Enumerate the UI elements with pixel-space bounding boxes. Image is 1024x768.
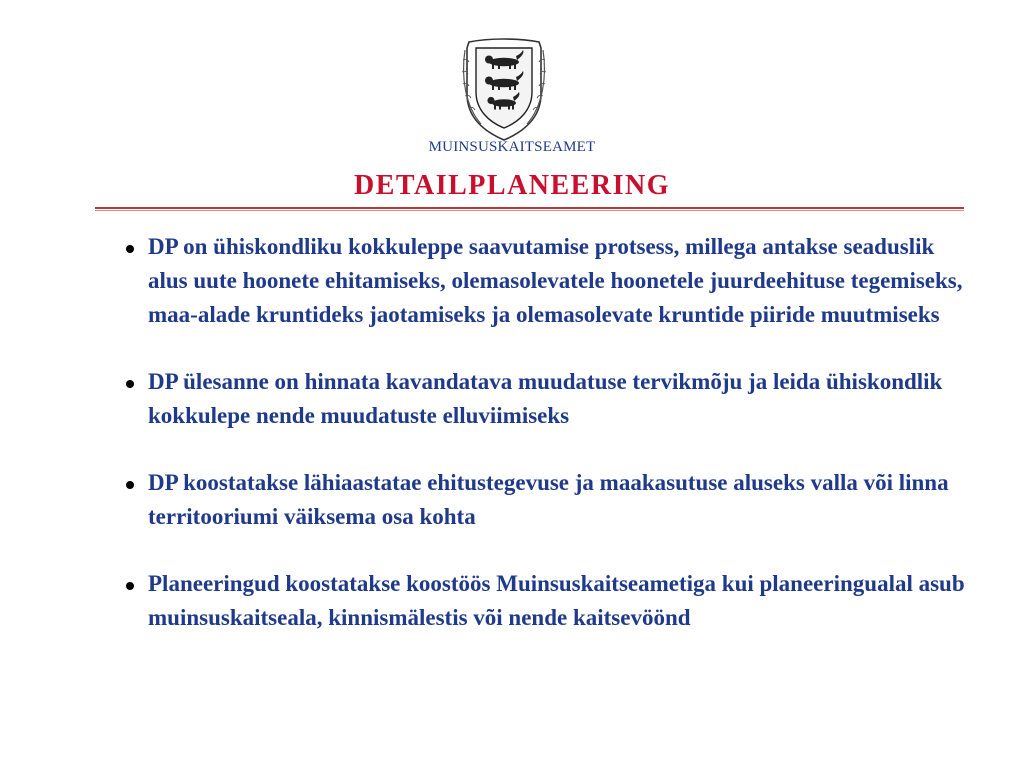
list-item — [120, 567, 970, 635]
list-item-text: Planeeringud koostatakse koostöös Muinsuskaitseametiga kui planeeringualal asub muinsuskaitseala, kinnismälestis või nende kaitsevöönd — [148, 571, 965, 630]
page-title: DETAILPLANEERING — [354, 170, 670, 201]
coat-of-arms-icon — [459, 36, 549, 142]
list-item-text: DP on ühiskondliku kokkuleppe saavutamise protsess, millega antakse seaduslik alus uute hoonete ehitamiseks, olemasolevatele hoonetele juurdeehituse tegemiseks, maa-alade kruntideks jaotamiseks ja olemasolevate kruntide piiride muutmiseks — [148, 234, 963, 327]
list-item — [120, 230, 970, 332]
bullet-list — [120, 230, 970, 668]
title-divider — [95, 207, 964, 212]
organization-name: MUINSUSKAITSEAMET — [428, 139, 596, 155]
bullet-icon — [126, 582, 134, 590]
bullet-icon — [126, 380, 134, 388]
list-item — [120, 466, 970, 534]
bullet-icon — [126, 245, 134, 253]
list-item-text: DP ülesanne on hinnata kavandatava muudatuse tervikmõju ja leida ühiskondlik kokkulepe nende muudatuste elluviimiseks — [148, 369, 943, 428]
bullet-icon — [126, 481, 134, 489]
list-item — [120, 365, 970, 433]
list-item-text: DP koostatakse lähiaastatae ehitustegevuse ja maakasutuse aluseks valla või linna territooriumi väiksema osa kohta — [148, 470, 949, 529]
